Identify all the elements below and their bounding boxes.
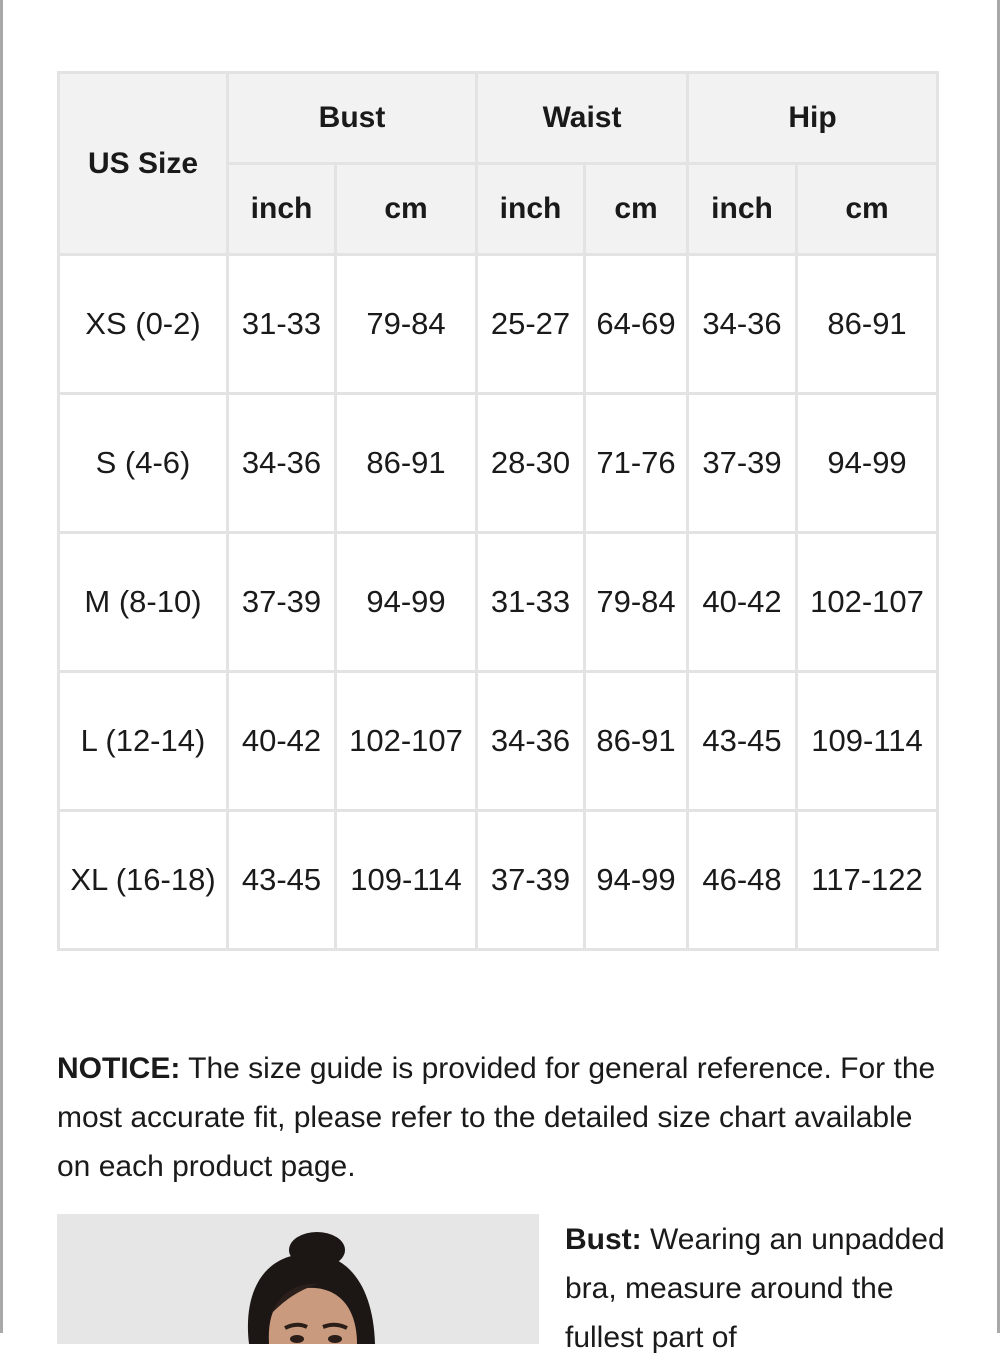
bust-measure-instructions [565, 1215, 945, 1362]
table-header-row [59, 73, 938, 164]
measurement-cell: 34-36 [477, 672, 585, 811]
size-label-cell: XL (16-18) [59, 811, 228, 950]
measurement-cell: 86-91 [797, 255, 938, 394]
measurement-cell: 102-107 [797, 533, 938, 672]
measurement-cell: 40-42 [228, 672, 336, 811]
measurement-cell: 34-36 [688, 255, 797, 394]
measurement-cell: 40-42 [688, 533, 797, 672]
measurement-cell: 31-33 [477, 533, 585, 672]
table-body [59, 255, 938, 950]
notice-text: The size guide is provided for general reference. For the most accurate fit, please refer to the detailed size chart available on each product page. [57, 1052, 936, 1183]
measurement-cell: 94-99 [797, 394, 938, 533]
table-row [59, 533, 938, 672]
bust-label: Bust: [565, 1223, 642, 1256]
measurement-cell: 109-114 [336, 811, 477, 950]
measurement-cell: 94-99 [336, 533, 477, 672]
measurement-cell: 117-122 [797, 811, 938, 950]
measurement-cell: 86-91 [585, 672, 688, 811]
measurement-cell: 37-39 [477, 811, 585, 950]
bust-text: Wearing an unpadded bra, measure around the fullest part of [565, 1223, 945, 1354]
size-label-cell: S (4-6) [59, 394, 228, 533]
table-row [59, 811, 938, 950]
header-hip: Hip [688, 73, 938, 164]
measurement-cell: 79-84 [585, 533, 688, 672]
notice-label: NOTICE: [57, 1052, 181, 1085]
table-row [59, 255, 938, 394]
model-photo [57, 1214, 539, 1344]
header-us-size: US Size [59, 73, 228, 255]
notice-paragraph [57, 1044, 937, 1191]
measurement-cell: 34-36 [228, 394, 336, 533]
unit-header: inch [228, 164, 336, 255]
measurement-cell: 25-27 [477, 255, 585, 394]
measurement-cell: 64-69 [585, 255, 688, 394]
size-label-cell: M (8-10) [59, 533, 228, 672]
table-row [59, 672, 938, 811]
unit-header: cm [585, 164, 688, 255]
measurement-cell: 37-39 [688, 394, 797, 533]
measurement-cell: 43-45 [688, 672, 797, 811]
size-chart-table [57, 71, 939, 951]
measurement-cell: 109-114 [797, 672, 938, 811]
measurement-cell: 46-48 [688, 811, 797, 950]
header-waist: Waist [477, 73, 688, 164]
unit-header: cm [336, 164, 477, 255]
size-label-cell: L (12-14) [59, 672, 228, 811]
header-bust: Bust [228, 73, 477, 164]
unit-header: inch [477, 164, 585, 255]
table-row [59, 394, 938, 533]
measurement-cell: 31-33 [228, 255, 336, 394]
measurement-cell: 37-39 [228, 533, 336, 672]
measurement-cell: 86-91 [336, 394, 477, 533]
measurement-cell: 102-107 [336, 672, 477, 811]
measurement-cell: 43-45 [228, 811, 336, 950]
unit-header: cm [797, 164, 938, 255]
size-label-cell: XS (0-2) [59, 255, 228, 394]
unit-header: inch [688, 164, 797, 255]
measurement-cell: 79-84 [336, 255, 477, 394]
measurement-cell: 71-76 [585, 394, 688, 533]
measurement-cell: 28-30 [477, 394, 585, 533]
measurement-cell: 94-99 [585, 811, 688, 950]
model-figure-icon [57, 1214, 539, 1344]
